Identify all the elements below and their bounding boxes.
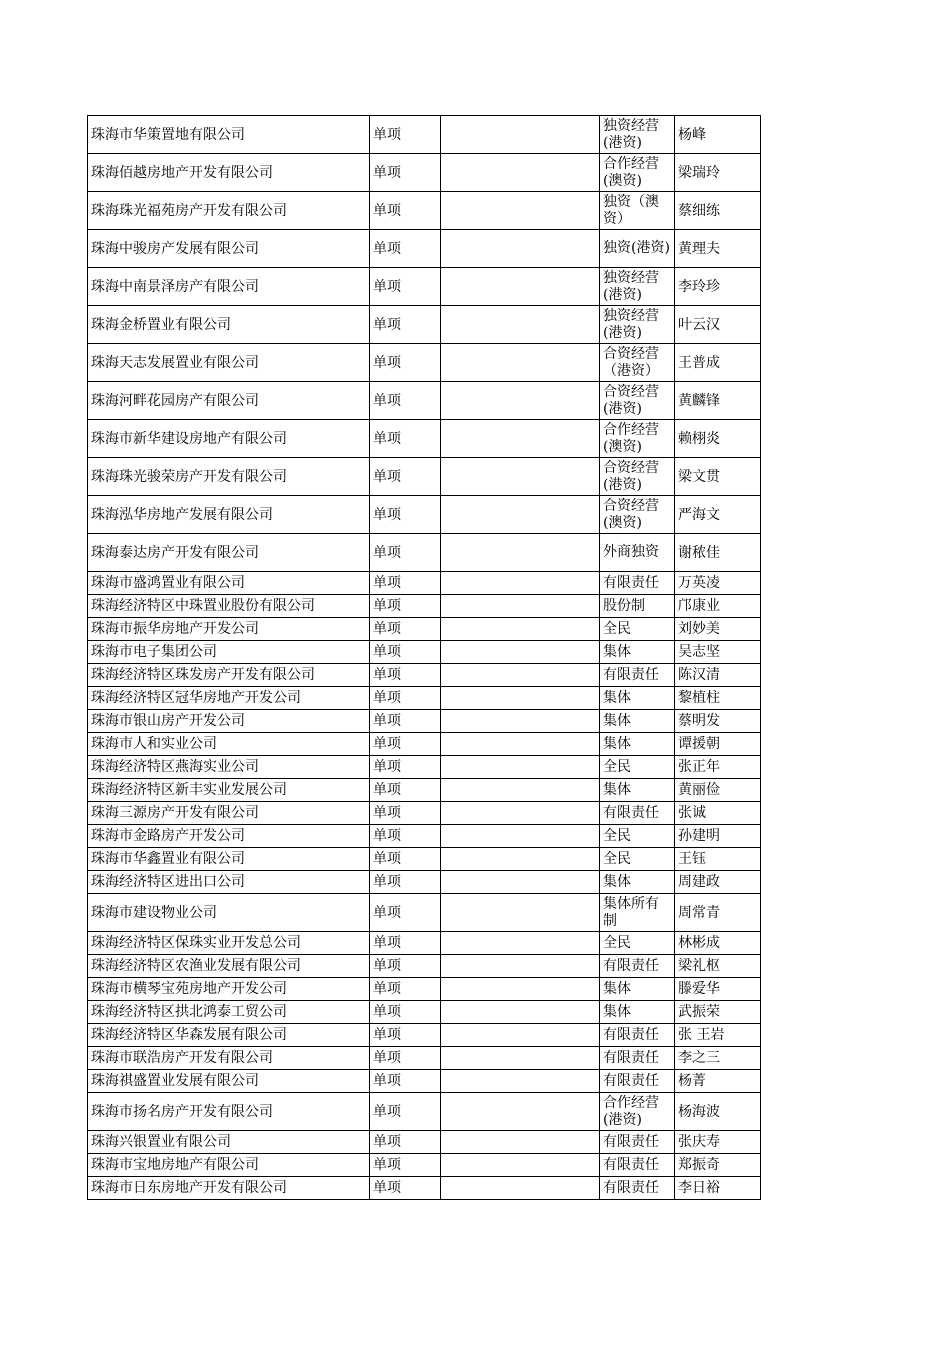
blank-cell <box>441 955 600 978</box>
table-row <box>88 687 761 710</box>
table-row <box>88 1131 761 1154</box>
legal-representative-cell: 蔡细练 <box>675 192 761 230</box>
company-name-cell: 珠海经济特区珠发房产开发有限公司 <box>88 664 370 687</box>
qualification-type-cell: 单项 <box>370 825 441 848</box>
legal-representative-cell: 赖栩炎 <box>675 420 761 458</box>
company-table-body <box>88 116 761 1200</box>
legal-representative-cell: 张诚 <box>675 802 761 825</box>
company-name-cell: 珠海市横琴宝苑房地产开发公司 <box>88 978 370 1001</box>
qualification-type-cell: 单项 <box>370 1154 441 1177</box>
ownership-nature-cell: 集体 <box>600 710 675 733</box>
company-name-cell: 珠海市金路房产开发公司 <box>88 825 370 848</box>
table-row <box>88 1070 761 1093</box>
ownership-nature-cell: 集体 <box>600 733 675 756</box>
table-row <box>88 154 761 192</box>
company-name-cell: 珠海经济特区华森发展有限公司 <box>88 1024 370 1047</box>
blank-cell <box>441 1024 600 1047</box>
table-row <box>88 618 761 641</box>
legal-representative-cell: 邝康业 <box>675 595 761 618</box>
legal-representative-cell: 孙建明 <box>675 825 761 848</box>
qualification-type-cell: 单项 <box>370 664 441 687</box>
ownership-nature-cell: 外商独资 <box>600 534 675 572</box>
blank-cell <box>441 664 600 687</box>
company-name-cell: 珠海兴银置业有限公司 <box>88 1131 370 1154</box>
company-name-cell: 珠海市建设物业公司 <box>88 894 370 932</box>
legal-representative-cell: 杨海波 <box>675 1093 761 1131</box>
company-name-cell: 珠海珠光骏荣房产开发有限公司 <box>88 458 370 496</box>
ownership-nature-cell: 有限责任 <box>600 1047 675 1070</box>
ownership-nature-cell: 集体所有制 <box>600 894 675 932</box>
table-row <box>88 894 761 932</box>
legal-representative-cell: 梁礼枢 <box>675 955 761 978</box>
legal-representative-cell: 郑振奇 <box>675 1154 761 1177</box>
table-row <box>88 848 761 871</box>
blank-cell <box>441 932 600 955</box>
blank-cell <box>441 496 600 534</box>
table-row <box>88 641 761 664</box>
legal-representative-cell: 梁瑞玲 <box>675 154 761 192</box>
company-name-cell: 珠海经济特区保珠实业开发总公司 <box>88 932 370 955</box>
blank-cell <box>441 344 600 382</box>
legal-representative-cell: 黎植柱 <box>675 687 761 710</box>
table-row <box>88 710 761 733</box>
table-row <box>88 420 761 458</box>
blank-cell <box>441 382 600 420</box>
company-name-cell: 珠海市宝地房地产有限公司 <box>88 1154 370 1177</box>
table-row <box>88 756 761 779</box>
legal-representative-cell: 周常青 <box>675 894 761 932</box>
company-name-cell: 珠海市华策置地有限公司 <box>88 116 370 154</box>
legal-representative-cell: 李日裕 <box>675 1177 761 1200</box>
blank-cell <box>441 779 600 802</box>
qualification-type-cell: 单项 <box>370 1177 441 1200</box>
ownership-nature-cell: 合作经营(澳资) <box>600 154 675 192</box>
ownership-nature-cell: 有限责任 <box>600 1024 675 1047</box>
qualification-type-cell: 单项 <box>370 687 441 710</box>
legal-representative-cell: 梁文贯 <box>675 458 761 496</box>
blank-cell <box>441 1131 600 1154</box>
company-name-cell: 珠海天志发展置业有限公司 <box>88 344 370 382</box>
company-name-cell: 珠海经济特区燕海实业公司 <box>88 756 370 779</box>
table-row <box>88 268 761 306</box>
ownership-nature-cell: 集体 <box>600 779 675 802</box>
table-row <box>88 306 761 344</box>
company-name-cell: 珠海市华鑫置业有限公司 <box>88 848 370 871</box>
qualification-type-cell: 单项 <box>370 306 441 344</box>
ownership-nature-cell: 股份制 <box>600 595 675 618</box>
company-name-cell: 珠海中南景泽房产有限公司 <box>88 268 370 306</box>
blank-cell <box>441 978 600 1001</box>
legal-representative-cell: 王普成 <box>675 344 761 382</box>
company-name-cell: 珠海经济特区新丰实业发展公司 <box>88 779 370 802</box>
company-name-cell: 珠海三源房产开发有限公司 <box>88 802 370 825</box>
legal-representative-cell: 万英凌 <box>675 572 761 595</box>
qualification-type-cell: 单项 <box>370 1070 441 1093</box>
blank-cell <box>441 1177 600 1200</box>
company-name-cell: 珠海泰达房产开发有限公司 <box>88 534 370 572</box>
qualification-type-cell: 单项 <box>370 1001 441 1024</box>
legal-representative-cell: 李玲珍 <box>675 268 761 306</box>
blank-cell <box>441 572 600 595</box>
blank-cell <box>441 641 600 664</box>
table-row <box>88 1154 761 1177</box>
blank-cell <box>441 756 600 779</box>
company-name-cell: 珠海市新华建设房地产有限公司 <box>88 420 370 458</box>
qualification-type-cell: 单项 <box>370 932 441 955</box>
ownership-nature-cell: 全民 <box>600 825 675 848</box>
table-row <box>88 230 761 268</box>
ownership-nature-cell: 有限责任 <box>600 955 675 978</box>
ownership-nature-cell: 全民 <box>600 932 675 955</box>
qualification-type-cell: 单项 <box>370 192 441 230</box>
ownership-nature-cell: 合作经营(澳资) <box>600 420 675 458</box>
blank-cell <box>441 1154 600 1177</box>
legal-representative-cell: 林彬成 <box>675 932 761 955</box>
qualification-type-cell: 单项 <box>370 154 441 192</box>
qualification-type-cell: 单项 <box>370 978 441 1001</box>
blank-cell <box>441 825 600 848</box>
legal-representative-cell: 武振荣 <box>675 1001 761 1024</box>
company-name-cell: 珠海经济特区拱北鸿泰工贸公司 <box>88 1001 370 1024</box>
legal-representative-cell: 王钰 <box>675 848 761 871</box>
legal-representative-cell: 谢秾佳 <box>675 534 761 572</box>
ownership-nature-cell: 全民 <box>600 848 675 871</box>
legal-representative-cell: 吴志坚 <box>675 641 761 664</box>
table-row <box>88 1177 761 1200</box>
table-row <box>88 1024 761 1047</box>
qualification-type-cell: 单项 <box>370 1093 441 1131</box>
ownership-nature-cell: 集体 <box>600 1001 675 1024</box>
qualification-type-cell: 单项 <box>370 420 441 458</box>
blank-cell <box>441 268 600 306</box>
ownership-nature-cell: 合作经营(港资) <box>600 1093 675 1131</box>
company-name-cell: 珠海河畔花园房产有限公司 <box>88 382 370 420</box>
ownership-nature-cell: 有限责任 <box>600 1131 675 1154</box>
ownership-nature-cell: 集体 <box>600 978 675 1001</box>
legal-representative-cell: 张正年 <box>675 756 761 779</box>
blank-cell <box>441 687 600 710</box>
legal-representative-cell: 滕爱华 <box>675 978 761 1001</box>
ownership-nature-cell: 独资(港资) <box>600 230 675 268</box>
ownership-nature-cell: 有限责任 <box>600 572 675 595</box>
legal-representative-cell: 严海文 <box>675 496 761 534</box>
table-row <box>88 572 761 595</box>
company-name-cell: 珠海市扬名房产开发有限公司 <box>88 1093 370 1131</box>
table-row <box>88 825 761 848</box>
legal-representative-cell: 叶云汉 <box>675 306 761 344</box>
ownership-nature-cell: 有限责任 <box>600 664 675 687</box>
ownership-nature-cell: 合资经营(港资) <box>600 458 675 496</box>
qualification-type-cell: 单项 <box>370 496 441 534</box>
table-row <box>88 932 761 955</box>
company-name-cell: 珠海中骏房产发展有限公司 <box>88 230 370 268</box>
company-name-cell: 珠海市盛鸿置业有限公司 <box>88 572 370 595</box>
blank-cell <box>441 154 600 192</box>
qualification-type-cell: 单项 <box>370 344 441 382</box>
company-name-cell: 珠海经济特区进出口公司 <box>88 871 370 894</box>
legal-representative-cell: 杨菁 <box>675 1070 761 1093</box>
legal-representative-cell: 黄麟锋 <box>675 382 761 420</box>
ownership-nature-cell: 独资经营(港资) <box>600 306 675 344</box>
blank-cell <box>441 420 600 458</box>
table-row <box>88 496 761 534</box>
table-row <box>88 534 761 572</box>
legal-representative-cell: 张庆寿 <box>675 1131 761 1154</box>
qualification-type-cell: 单项 <box>370 756 441 779</box>
blank-cell <box>441 306 600 344</box>
ownership-nature-cell: 集体 <box>600 871 675 894</box>
blank-cell <box>441 595 600 618</box>
qualification-type-cell: 单项 <box>370 230 441 268</box>
table-row <box>88 733 761 756</box>
ownership-nature-cell: 合资经营(澳资) <box>600 496 675 534</box>
qualification-type-cell: 单项 <box>370 534 441 572</box>
blank-cell <box>441 733 600 756</box>
legal-representative-cell: 谭援朝 <box>675 733 761 756</box>
blank-cell <box>441 710 600 733</box>
ownership-nature-cell: 合资经营（港资） <box>600 344 675 382</box>
qualification-type-cell: 单项 <box>370 894 441 932</box>
ownership-nature-cell: 独资（澳资） <box>600 192 675 230</box>
qualification-type-cell: 单项 <box>370 1047 441 1070</box>
company-name-cell: 珠海市电子集团公司 <box>88 641 370 664</box>
legal-representative-cell: 陈汉清 <box>675 664 761 687</box>
table-row <box>88 116 761 154</box>
legal-representative-cell: 周建政 <box>675 871 761 894</box>
qualification-type-cell: 单项 <box>370 458 441 496</box>
qualification-type-cell: 单项 <box>370 618 441 641</box>
table-row <box>88 192 761 230</box>
qualification-type-cell: 单项 <box>370 779 441 802</box>
table-row <box>88 978 761 1001</box>
qualification-type-cell: 单项 <box>370 710 441 733</box>
company-name-cell: 珠海市人和实业公司 <box>88 733 370 756</box>
qualification-type-cell: 单项 <box>370 382 441 420</box>
table-row <box>88 664 761 687</box>
qualification-type-cell: 单项 <box>370 116 441 154</box>
blank-cell <box>441 230 600 268</box>
company-name-cell: 珠海祺盛置业发展有限公司 <box>88 1070 370 1093</box>
company-table <box>87 115 761 1200</box>
ownership-nature-cell: 有限责任 <box>600 802 675 825</box>
blank-cell <box>441 116 600 154</box>
ownership-nature-cell: 全民 <box>600 618 675 641</box>
blank-cell <box>441 1093 600 1131</box>
blank-cell <box>441 871 600 894</box>
legal-representative-cell: 黄丽俭 <box>675 779 761 802</box>
legal-representative-cell: 黄理夫 <box>675 230 761 268</box>
qualification-type-cell: 单项 <box>370 733 441 756</box>
ownership-nature-cell: 集体 <box>600 687 675 710</box>
table-row <box>88 344 761 382</box>
company-name-cell: 珠海经济特区中珠置业股份有限公司 <box>88 595 370 618</box>
legal-representative-cell: 李之三 <box>675 1047 761 1070</box>
company-name-cell: 珠海经济特区农渔业发展有限公司 <box>88 955 370 978</box>
table-row <box>88 955 761 978</box>
table-row <box>88 802 761 825</box>
table-row <box>88 779 761 802</box>
blank-cell <box>441 894 600 932</box>
ownership-nature-cell: 全民 <box>600 756 675 779</box>
company-name-cell: 珠海佰越房地产开发有限公司 <box>88 154 370 192</box>
table-row <box>88 1093 761 1131</box>
qualification-type-cell: 单项 <box>370 641 441 664</box>
qualification-type-cell: 单项 <box>370 802 441 825</box>
ownership-nature-cell: 有限责任 <box>600 1154 675 1177</box>
company-name-cell: 珠海市银山房产开发公司 <box>88 710 370 733</box>
blank-cell <box>441 802 600 825</box>
company-name-cell: 珠海珠光福苑房产开发有限公司 <box>88 192 370 230</box>
table-row <box>88 871 761 894</box>
company-name-cell: 珠海泓华房地产发展有限公司 <box>88 496 370 534</box>
qualification-type-cell: 单项 <box>370 871 441 894</box>
qualification-type-cell: 单项 <box>370 955 441 978</box>
blank-cell <box>441 1070 600 1093</box>
ownership-nature-cell: 独资经营(港资) <box>600 268 675 306</box>
qualification-type-cell: 单项 <box>370 572 441 595</box>
blank-cell <box>441 848 600 871</box>
ownership-nature-cell: 集体 <box>600 641 675 664</box>
ownership-nature-cell: 有限责任 <box>600 1070 675 1093</box>
qualification-type-cell: 单项 <box>370 1131 441 1154</box>
blank-cell <box>441 1001 600 1024</box>
qualification-type-cell: 单项 <box>370 268 441 306</box>
table-row <box>88 458 761 496</box>
ownership-nature-cell: 独资经营(港资) <box>600 116 675 154</box>
table-row <box>88 382 761 420</box>
legal-representative-cell: 张 王岩 <box>675 1024 761 1047</box>
company-name-cell: 珠海市联浩房产开发有限公司 <box>88 1047 370 1070</box>
blank-cell <box>441 534 600 572</box>
ownership-nature-cell: 有限责任 <box>600 1177 675 1200</box>
company-name-cell: 珠海市日东房地产开发有限公司 <box>88 1177 370 1200</box>
legal-representative-cell: 蔡明发 <box>675 710 761 733</box>
company-name-cell: 珠海市振华房地产开发公司 <box>88 618 370 641</box>
blank-cell <box>441 1047 600 1070</box>
blank-cell <box>441 618 600 641</box>
blank-cell <box>441 458 600 496</box>
legal-representative-cell: 杨峰 <box>675 116 761 154</box>
legal-representative-cell: 刘妙美 <box>675 618 761 641</box>
qualification-type-cell: 单项 <box>370 848 441 871</box>
blank-cell <box>441 192 600 230</box>
company-name-cell: 珠海金桥置业有限公司 <box>88 306 370 344</box>
table-row <box>88 595 761 618</box>
company-name-cell: 珠海经济特区冠华房地产开发公司 <box>88 687 370 710</box>
table-row <box>88 1001 761 1024</box>
qualification-type-cell: 单项 <box>370 595 441 618</box>
table-row <box>88 1047 761 1070</box>
ownership-nature-cell: 合资经营(港资) <box>600 382 675 420</box>
qualification-type-cell: 单项 <box>370 1024 441 1047</box>
